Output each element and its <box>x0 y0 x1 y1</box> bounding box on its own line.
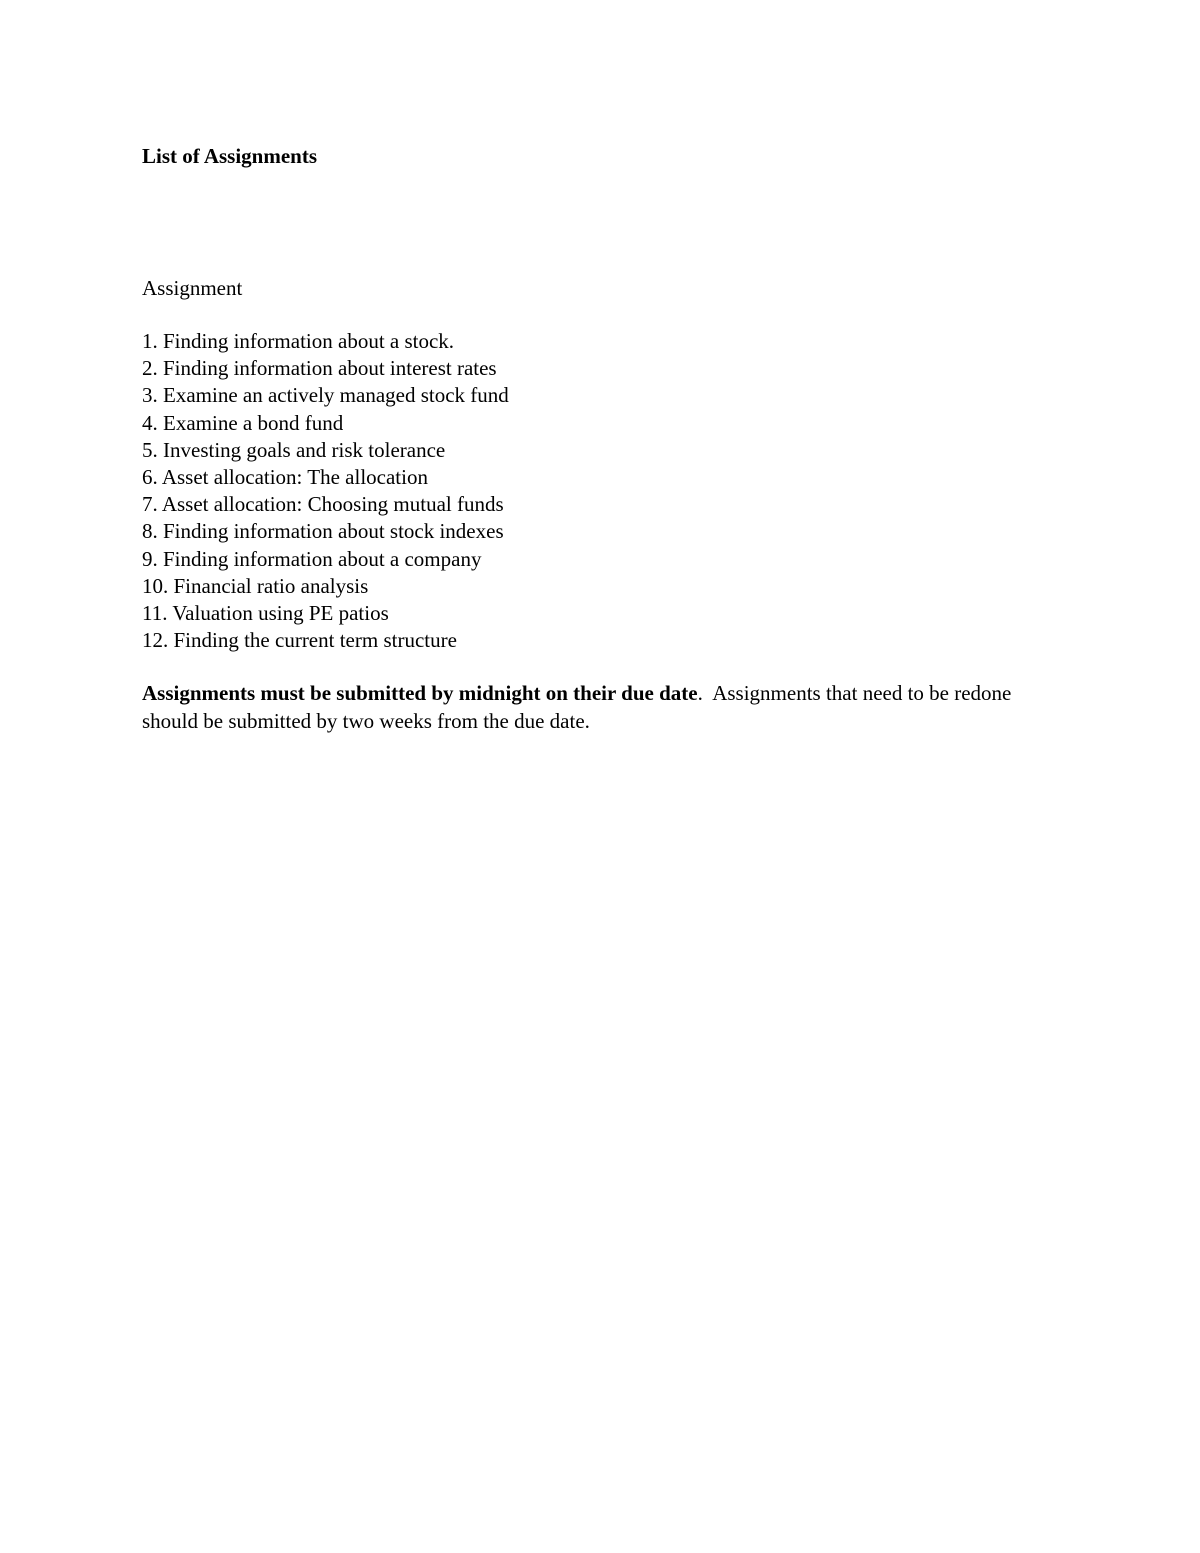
page-title: List of Assignments <box>142 144 318 168</box>
assignment-item-7: 7. Asset allocation: Choosing mutual funds <box>142 492 504 517</box>
assignment-item-1: 1. Finding information about a stock. <box>142 329 455 353</box>
assignment-item-5: 5. Investing goals and risk tolerance <box>142 437 446 462</box>
redo-submission-text: Assignments that need to be redone should be submitted by two weeks from the due date. <box>142 681 1012 733</box>
assignment-section-label: Assignment <box>142 276 243 300</box>
assignment-item-2: 2. Finding information about interest rates <box>142 356 497 381</box>
assignment-item-9: 9. Finding information about a company <box>142 546 482 571</box>
submission-deadline-period: . <box>697 681 703 705</box>
assignment-item-6: 6. Asset allocation: The allocation <box>142 465 428 490</box>
assignment-item-11: 11. Valuation using PE patios <box>142 601 389 626</box>
assignment-item-10: 10. Financial ratio analysis <box>142 573 369 598</box>
submission-deadline-bold: Assignments must be submitted by midnight on their due date <box>142 681 698 705</box>
assignment-item-4: 4. Examine a bond fund <box>142 410 344 435</box>
assignment-item-3: 3. Examine an actively managed stock fund <box>142 383 509 408</box>
submission-note <box>142 680 1062 735</box>
assignment-item-12: 12. Finding the current term structure <box>142 628 457 653</box>
assignment-item-8: 8. Finding information about stock indexes <box>142 519 504 544</box>
assignment-list <box>142 328 509 654</box>
